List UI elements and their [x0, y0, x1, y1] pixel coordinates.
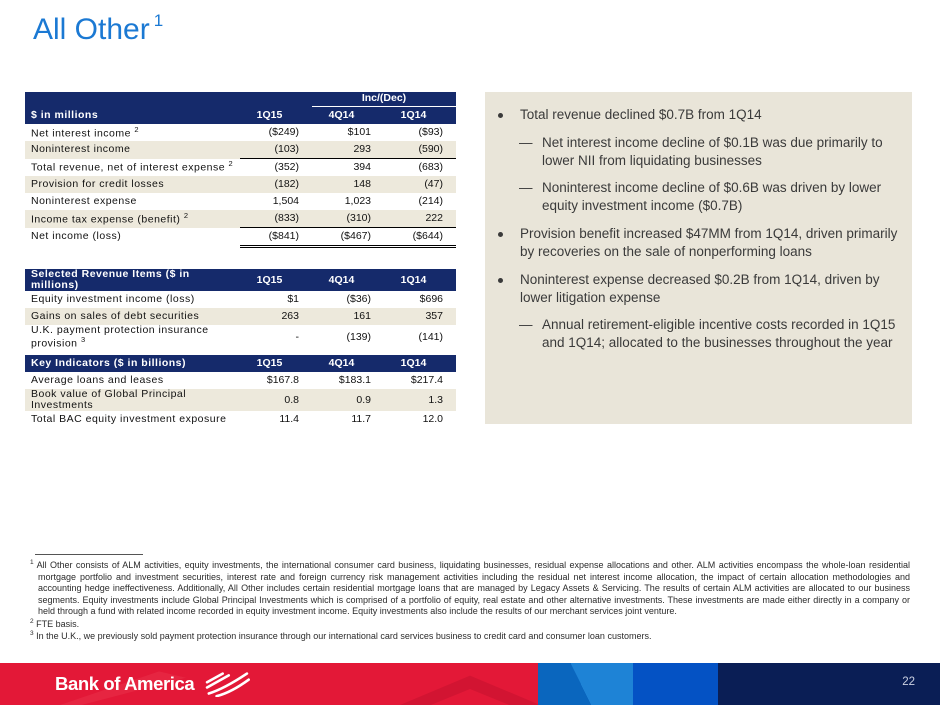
footnote-marker: 3: [80, 335, 86, 345]
row-label: Provision for credit losses: [31, 177, 165, 190]
table-header-row: [25, 269, 456, 291]
span-header-spacer: [25, 92, 312, 107]
table-header-row: [25, 355, 456, 372]
bullet-text: Annual retirement-eligible incentive costs recorded in 1Q15 and 1Q14; allocated to the businesses throughout the year: [542, 317, 896, 351]
row-label: Book value of Global Principal Investments: [31, 388, 187, 412]
table-row: [25, 228, 456, 247]
table-row: [25, 141, 456, 159]
cell-value: ($644): [384, 228, 456, 247]
footnote-marker: 2: [228, 159, 234, 169]
row-label: Noninterest income: [31, 143, 131, 156]
column-header: 1Q15: [256, 108, 283, 121]
sub-bullet-item: [485, 134, 912, 170]
table-row: [25, 389, 456, 411]
cell-value: 148: [312, 176, 384, 193]
column-header: 1Q14: [400, 356, 427, 369]
table-header-row: [25, 107, 456, 125]
table-row: [25, 159, 456, 177]
cell-value: 0.9: [312, 389, 384, 411]
page-number: 22: [902, 676, 915, 688]
bullet-text: Provision benefit increased $47MM from 1Q14, driven primarily by recoveries on the sale of nonperforming loans: [520, 226, 898, 259]
bullet-text: Net interest income decline of $0.1B was due primarily to lower NII from liquidating businesses: [542, 134, 883, 168]
table-row: [25, 325, 456, 350]
column-header: 4Q14: [328, 356, 355, 369]
footnote-number: 2: [30, 617, 34, 625]
cell-value: (103): [240, 141, 312, 159]
cell-value: ($249): [268, 125, 299, 138]
bullet-item: [485, 106, 912, 124]
chevron-shadow: [400, 663, 538, 705]
sub-bullet-item: [485, 179, 912, 215]
column-header: $ in millions: [31, 108, 99, 121]
cell-value: (683): [418, 160, 443, 173]
row-label: Gains on sales of debt securities: [31, 310, 200, 323]
bofa-flag-icon: [204, 671, 250, 697]
table-span-header-row: [25, 92, 456, 107]
footnote-text: All Other consists of ALM activities, equity investments, the international consumer card business, liquidating businesses, residual expense allocations and other. ALM activities encompass the whole-loan residential mortgage portfolio and investment securities, interest rate and foreign currency risk management activities including the residual net interest income allocation, the impact of certain allocation methodologies and accounting hedge ineffectiveness. Additionally, All Other includes certain residential mortgage loans that are managed by Legacy Assets & Servicing. The results of certain ALM activities are allocated to our business segments. Equity investments include Global Principal Investments which is comprised of a portfolio of equity, real estate and other alternative investments. These investments are made either directly in a company or held through a fund with related income recorded in equity investment income. Equity investments also include the results of our merchant services joint venture.: [36, 560, 911, 617]
bofa-logo: [55, 671, 250, 697]
bullet-item: [485, 225, 912, 261]
bullet-text: Noninterest expense decreased $0.2B from 1Q14, driven by lower litigation expense: [520, 271, 880, 305]
page-title: [33, 13, 163, 47]
table-row: [25, 210, 456, 228]
column-header: 1Q14: [400, 108, 427, 121]
page-title-text: All Other: [33, 13, 150, 46]
cell-value: (310): [312, 210, 384, 228]
sub-bullet-item: [485, 316, 912, 352]
cell-value: $217.4: [410, 373, 443, 386]
cell-value: 11.7: [351, 413, 371, 426]
cell-value: (833): [240, 210, 312, 228]
footer-blue-mid-segment: [538, 663, 633, 705]
table-row: [25, 176, 456, 193]
row-label: Equity investment income (loss): [31, 293, 195, 306]
cell-value: $183.1: [338, 373, 371, 386]
row-label: Net interest income: [31, 127, 131, 140]
row-label: U.K. payment protection insurance provision: [31, 324, 209, 350]
table-row: [25, 308, 456, 325]
column-header: Selected Revenue Items ($ in millions): [31, 268, 190, 292]
cell-value: ($467): [312, 228, 384, 247]
footnote-divider: [35, 554, 143, 555]
cell-value: $696: [419, 293, 443, 306]
cell-value: 293: [312, 141, 384, 159]
bullet-item: [485, 271, 912, 307]
bullet-text: Total revenue declined $0.7B from 1Q14: [520, 107, 762, 122]
footer-blue-royal-segment: [633, 663, 718, 705]
footnote-marker: 2: [134, 124, 140, 134]
column-header: 1Q14: [400, 273, 427, 286]
table-row: [25, 193, 456, 210]
cell-value: 263: [240, 308, 312, 325]
cell-value: $167.8: [266, 373, 299, 386]
cell-value: -: [295, 330, 299, 343]
footer-red-segment: [0, 663, 538, 705]
cell-value: 11.4: [279, 413, 299, 426]
inc-dec-span-header: Inc/(Dec): [312, 92, 456, 107]
table-row: [25, 124, 456, 141]
cell-value: 12.0: [422, 413, 443, 426]
footnotes: [30, 559, 910, 643]
selected-revenue-table: [25, 269, 456, 350]
cell-value: 1.3: [384, 389, 456, 411]
row-label: Average loans and leases: [31, 373, 164, 386]
commentary-panel: [485, 92, 912, 424]
row-label: Net income (loss): [31, 230, 122, 243]
cell-value: (214): [418, 194, 443, 207]
cell-value: (590): [384, 141, 456, 159]
row-label: Total BAC equity investment exposure: [31, 413, 227, 426]
footer-band: [0, 663, 940, 705]
cell-value: 1,504: [272, 194, 299, 207]
bullet-text: Noninterest income decline of $0.6B was driven by lower equity investment income ($0.7B): [542, 180, 882, 214]
bofa-logo-text: Bank of America: [55, 673, 195, 694]
footnote-text: In the U.K., we previously sold payment protection insurance through our international card services business to credit card and consumer loan customers.: [36, 631, 652, 642]
income-statement-table: [25, 92, 456, 248]
footnote-marker: 2: [183, 210, 189, 220]
cell-value: 0.8: [240, 389, 312, 411]
row-label: Income tax expense (benefit): [31, 213, 181, 226]
footnote-text: FTE basis.: [36, 618, 80, 629]
footnote-number: 3: [30, 630, 34, 638]
column-header: 4Q14: [328, 273, 355, 286]
column-header: 1Q15: [256, 356, 283, 369]
cell-value: (352): [274, 160, 299, 173]
cell-value: 394: [353, 160, 371, 173]
table-row: [25, 291, 456, 308]
table-row: [25, 411, 456, 428]
column-header: 4Q14: [328, 108, 355, 121]
column-header: Key Indicators ($ in billions): [31, 356, 187, 369]
cell-value: 357: [384, 308, 456, 325]
column-header: 1Q15: [256, 273, 283, 286]
cell-value: (182): [240, 176, 312, 193]
cell-value: 222: [384, 210, 456, 228]
cell-value: $1: [287, 293, 299, 306]
footnote: [30, 559, 910, 618]
cell-value: ($36): [346, 293, 371, 306]
title-footnote-marker: 1: [153, 11, 164, 30]
footnote-number: 1: [30, 559, 34, 566]
cell-value: $101: [347, 125, 371, 138]
table-row: [25, 372, 456, 389]
footnote: [30, 618, 910, 631]
cell-value: (139): [346, 330, 371, 343]
cell-value: 161: [312, 308, 384, 325]
cell-value: ($841): [240, 228, 312, 247]
row-label: Total revenue, net of interest expense: [31, 161, 226, 174]
footnote: [30, 630, 910, 643]
cell-value: ($93): [418, 125, 443, 138]
cell-value: (141): [418, 330, 443, 343]
cell-value: 1,023: [344, 194, 371, 207]
footer-navy-segment: [718, 663, 940, 705]
row-label: Noninterest expense: [31, 194, 137, 207]
cell-value: (47): [384, 176, 456, 193]
key-indicators-table: [25, 355, 456, 428]
